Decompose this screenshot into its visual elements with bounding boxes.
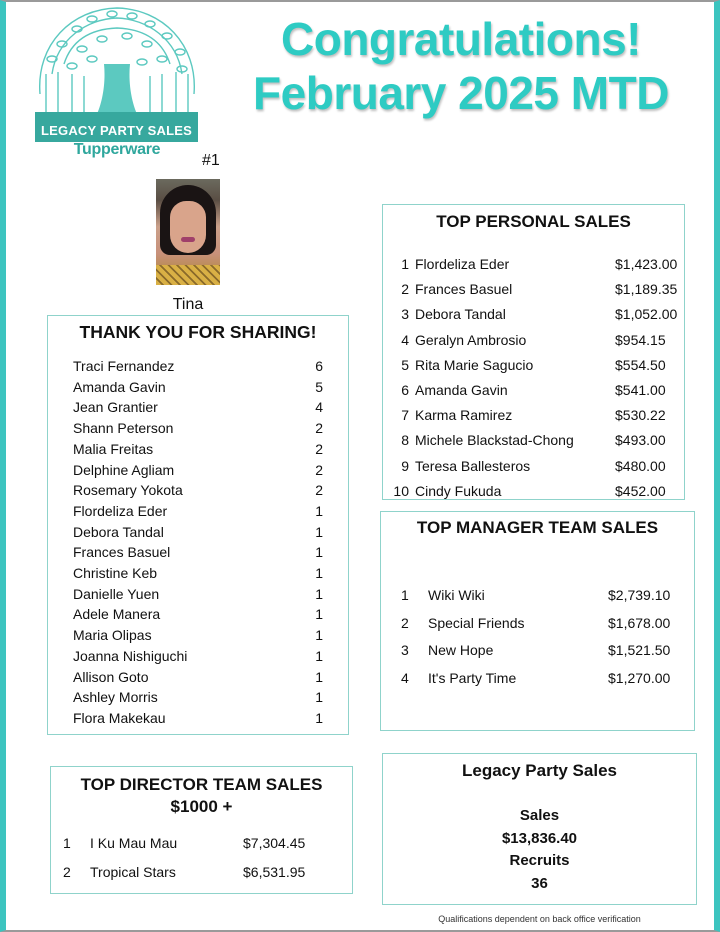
- list-item: Amanda Gavin 5: [73, 378, 323, 395]
- manager-sales-title: TOP MANAGER TEAM SALES: [416, 518, 659, 537]
- summary-stats: [383, 805, 696, 895]
- list-item: 10 Cindy Fukuda $452.00: [393, 482, 666, 499]
- list-item: Danielle Yuen 1: [73, 585, 323, 602]
- sharing-list: [73, 356, 323, 729]
- logo-brand-text: Tupperware: [73, 141, 161, 158]
- list-item: 1 Flordeliza Eder $1,423.00: [401, 256, 678, 272]
- list-item: 4 Geralyn Ambrosio $954.15: [401, 331, 666, 348]
- list-item: Delphine Agliam 2: [73, 461, 323, 478]
- list-item: Debora Tandal 1: [73, 523, 323, 540]
- list-item: 4 It's Party Time $1,270.00: [401, 670, 671, 687]
- featured-photo: [156, 179, 220, 285]
- list-item: 9 Teresa Ballesteros $480.00: [401, 457, 666, 474]
- logo-banner-text: LEGACY PARTY SALES: [35, 120, 198, 142]
- director-sales-box: [50, 766, 353, 894]
- manager-sales-box: [380, 511, 695, 731]
- personal-sales-title: TOP PERSONAL SALES: [436, 212, 631, 231]
- featured-name: Tina: [172, 296, 204, 313]
- personal-sales-list: [393, 252, 688, 504]
- list-item: Traci Fernandez 6: [73, 358, 323, 374]
- personal-sales-box: [382, 204, 685, 500]
- recruits-label: Recruits: [509, 852, 570, 869]
- list-item: Shann Peterson 2: [73, 420, 323, 437]
- list-item: Maria Olipas 1: [73, 627, 323, 644]
- list-item: Ashley Morris 1: [73, 689, 323, 706]
- list-item: Malia Freitas 2: [73, 440, 323, 457]
- list-item: 2 Tropical Stars $6,531.95: [63, 864, 306, 880]
- director-sales-title: TOP DIRECTOR TEAM SALES $1000 +: [51, 774, 352, 818]
- list-item: 7 Karma Ramirez $530.22: [401, 407, 666, 424]
- list-item: 3 Debora Tandal $1,052.00: [401, 306, 678, 323]
- sales-value: $13,836.40: [501, 829, 578, 847]
- sharing-box: [47, 315, 349, 735]
- director-sales-list: [63, 829, 343, 887]
- list-item: 2 Frances Basuel $1,189.35: [401, 281, 678, 298]
- page-title: [221, 12, 701, 120]
- list-item: 1 I Ku Mau Mau $7,304.45: [63, 835, 306, 851]
- list-item: Frances Basuel 1: [73, 544, 323, 561]
- list-item: Flordeliza Eder 1: [73, 502, 323, 519]
- summary-title: Legacy Party Sales: [462, 761, 617, 780]
- list-item: 8 Michele Blackstad-Chong $493.00: [401, 432, 666, 449]
- title-line-2: February 2025 MTD: [253, 67, 669, 119]
- list-item: 1 Wiki Wiki $2,739.10: [401, 587, 671, 603]
- footnote: Qualifications dependent on back office verification: [438, 914, 641, 924]
- summary-box: [382, 753, 697, 905]
- list-item: 5 Rita Marie Sagucio $554.50: [401, 356, 666, 373]
- list-item: Allison Goto 1: [73, 668, 323, 685]
- list-item: Jean Grantier 4: [73, 399, 323, 416]
- list-item: Adele Manera 1: [73, 606, 323, 623]
- list-item: Rosemary Yokota 2: [73, 482, 323, 499]
- sharing-title: THANK YOU FOR SHARING!: [79, 322, 317, 342]
- list-item: 3 New Hope $1,521.50: [401, 642, 671, 659]
- list-item: Flora Makekau 1: [73, 709, 323, 726]
- list-item: Christine Keb 1: [73, 565, 323, 582]
- list-item: 6 Amanda Gavin $541.00: [401, 382, 666, 399]
- manager-sales-list: [401, 582, 681, 693]
- director-sales-subtitle: $1000 +: [170, 797, 233, 816]
- legacy-logo: [32, 4, 220, 169]
- featured-rank: #1: [202, 152, 220, 169]
- sales-label: Sales: [519, 807, 560, 824]
- banyan-tree-icon: [32, 4, 202, 122]
- recruits-value: 36: [531, 874, 548, 892]
- list-item: Joanna Nishiguchi 1: [73, 647, 323, 664]
- list-item: 2 Special Friends $1,678.00: [401, 614, 671, 631]
- title-line-1: Congratulations!: [281, 13, 641, 65]
